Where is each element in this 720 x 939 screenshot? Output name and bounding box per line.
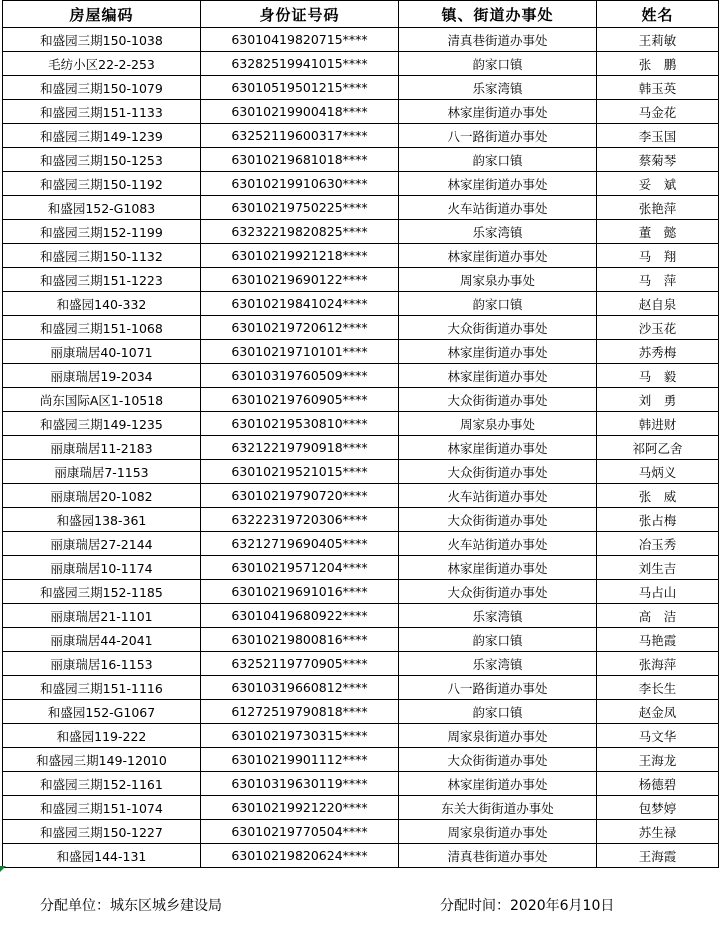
name-cell: 张占梅 bbox=[597, 508, 719, 532]
house-code-cell: 和盛园三期150-1192 bbox=[3, 172, 201, 196]
name-cell: 张海萍 bbox=[597, 652, 719, 676]
table-row bbox=[3, 196, 719, 220]
subdistrict-cell: 林家崖街道办事处 bbox=[399, 100, 597, 124]
id-number-cell: 63282519941015**** bbox=[201, 52, 399, 76]
house-code-cell: 丽康瑞居40-1071 bbox=[3, 340, 201, 364]
subdistrict-cell: 林家崖街道办事处 bbox=[399, 556, 597, 580]
table-row bbox=[3, 172, 719, 196]
subdistrict-cell: 火车站街道办事处 bbox=[399, 532, 597, 556]
id-number-cell: 63010319760509**** bbox=[201, 364, 399, 388]
house-code-cell: 丽康瑞居21-1101 bbox=[3, 604, 201, 628]
name-cell: 冶玉秀 bbox=[597, 532, 719, 556]
allocation-table-container bbox=[2, 0, 718, 868]
id-number-cell: 63010219750225**** bbox=[201, 196, 399, 220]
name-cell: 李长生 bbox=[597, 676, 719, 700]
subdistrict-cell: 林家崖街道办事处 bbox=[399, 772, 597, 796]
name-cell: 王海霞 bbox=[597, 844, 719, 868]
subdistrict-cell: 火车站街道办事处 bbox=[399, 484, 597, 508]
allocation-date: 分配时间：2020年6月10日 bbox=[440, 898, 615, 914]
name-cell: 马金花 bbox=[597, 100, 719, 124]
name-cell: 蔡菊琴 bbox=[597, 148, 719, 172]
id-number-cell: 63010219760905**** bbox=[201, 388, 399, 412]
id-number-cell: 63010219681018**** bbox=[201, 148, 399, 172]
house-code-cell: 和盛园三期150-1038 bbox=[3, 28, 201, 52]
name-cell: 董 懿 bbox=[597, 220, 719, 244]
table-row bbox=[3, 700, 719, 724]
subdistrict-cell: 乐家湾镇 bbox=[399, 604, 597, 628]
table-row bbox=[3, 100, 719, 124]
header-name: 姓名 bbox=[597, 1, 719, 28]
house-code-cell: 和盛园138-361 bbox=[3, 508, 201, 532]
house-code-cell: 丽康瑞居7-1153 bbox=[3, 460, 201, 484]
table-row bbox=[3, 724, 719, 748]
subdistrict-cell: 大众街街道办事处 bbox=[399, 460, 597, 484]
table-row bbox=[3, 148, 719, 172]
table-row bbox=[3, 484, 719, 508]
house-code-cell: 和盛园144-131 bbox=[3, 844, 201, 868]
house-code-cell: 和盛园三期151-1068 bbox=[3, 316, 201, 340]
name-cell: 李玉国 bbox=[597, 124, 719, 148]
house-code-cell: 丽康瑞居11-2183 bbox=[3, 436, 201, 460]
table-row bbox=[3, 556, 719, 580]
house-code-cell: 丽康瑞居19-2034 bbox=[3, 364, 201, 388]
id-number-cell: 63010219720612**** bbox=[201, 316, 399, 340]
subdistrict-cell: 乐家湾镇 bbox=[399, 220, 597, 244]
subdistrict-cell: 林家崖街道办事处 bbox=[399, 340, 597, 364]
name-cell: 韩进财 bbox=[597, 412, 719, 436]
house-code-cell: 和盛园140-332 bbox=[3, 292, 201, 316]
name-cell: 王海龙 bbox=[597, 748, 719, 772]
id-number-cell: 63010219691016**** bbox=[201, 580, 399, 604]
table-row bbox=[3, 292, 719, 316]
subdistrict-cell: 韵家口镇 bbox=[399, 52, 597, 76]
house-code-cell: 和盛园三期150-1227 bbox=[3, 820, 201, 844]
house-code-cell: 和盛园三期151-1133 bbox=[3, 100, 201, 124]
id-number-cell: 63212719690405**** bbox=[201, 532, 399, 556]
house-code-cell: 和盛园三期149-1235 bbox=[3, 412, 201, 436]
house-code-cell: 和盛园119-222 bbox=[3, 724, 201, 748]
id-number-cell: 63010219841024**** bbox=[201, 292, 399, 316]
name-cell: 赵自泉 bbox=[597, 292, 719, 316]
name-cell: 刘 勇 bbox=[597, 388, 719, 412]
house-code-cell: 和盛园三期150-1132 bbox=[3, 244, 201, 268]
id-number-cell: 63252119600317**** bbox=[201, 124, 399, 148]
table-body bbox=[3, 28, 719, 868]
id-number-cell: 63010219530810**** bbox=[201, 412, 399, 436]
header-id-number: 身份证号码 bbox=[201, 1, 399, 28]
table-row bbox=[3, 268, 719, 292]
id-number-cell: 63010219770504**** bbox=[201, 820, 399, 844]
table-row bbox=[3, 340, 719, 364]
id-number-cell: 63010219690122**** bbox=[201, 268, 399, 292]
subdistrict-cell: 韵家口镇 bbox=[399, 700, 597, 724]
house-code-cell: 丽康瑞居16-1153 bbox=[3, 652, 201, 676]
subdistrict-cell: 大众街街道办事处 bbox=[399, 316, 597, 340]
table-row bbox=[3, 820, 719, 844]
name-cell: 妥 斌 bbox=[597, 172, 719, 196]
subdistrict-cell: 林家崖街道办事处 bbox=[399, 244, 597, 268]
house-code-cell: 和盛园三期152-1185 bbox=[3, 580, 201, 604]
name-cell: 沙玉花 bbox=[597, 316, 719, 340]
subdistrict-cell: 韵家口镇 bbox=[399, 292, 597, 316]
house-code-cell: 和盛园三期152-1199 bbox=[3, 220, 201, 244]
name-cell: 马炳义 bbox=[597, 460, 719, 484]
name-cell: 赵金凤 bbox=[597, 700, 719, 724]
table-row bbox=[3, 748, 719, 772]
table-row bbox=[3, 844, 719, 868]
house-code-cell: 和盛园三期152-1161 bbox=[3, 772, 201, 796]
table-row bbox=[3, 628, 719, 652]
name-cell: 马文华 bbox=[597, 724, 719, 748]
table-row bbox=[3, 388, 719, 412]
id-number-cell: 63010419680922**** bbox=[201, 604, 399, 628]
subdistrict-cell: 乐家湾镇 bbox=[399, 652, 597, 676]
id-number-cell: 63252119770905**** bbox=[201, 652, 399, 676]
name-cell: 张艳萍 bbox=[597, 196, 719, 220]
name-cell: 张 鹏 bbox=[597, 52, 719, 76]
house-code-cell: 丽康瑞居44-2041 bbox=[3, 628, 201, 652]
cell-corner-marker bbox=[0, 866, 6, 872]
footer bbox=[0, 866, 720, 939]
id-number-cell: 63010219910630**** bbox=[201, 172, 399, 196]
id-number-cell: 63010219901112**** bbox=[201, 748, 399, 772]
subdistrict-cell: 周家泉办事处 bbox=[399, 268, 597, 292]
house-code-cell: 和盛园三期151-1116 bbox=[3, 676, 201, 700]
house-code-cell: 和盛园三期151-1223 bbox=[3, 268, 201, 292]
subdistrict-cell: 大众街街道办事处 bbox=[399, 388, 597, 412]
house-code-cell: 和盛园三期149-1239 bbox=[3, 124, 201, 148]
id-number-cell: 63010219900418**** bbox=[201, 100, 399, 124]
subdistrict-cell: 周家泉办事处 bbox=[399, 412, 597, 436]
house-code-cell: 和盛园三期150-1253 bbox=[3, 148, 201, 172]
id-number-cell: 63010419820715**** bbox=[201, 28, 399, 52]
table-row bbox=[3, 316, 719, 340]
table-row bbox=[3, 604, 719, 628]
table-row bbox=[3, 652, 719, 676]
subdistrict-cell: 火车站街道办事处 bbox=[399, 196, 597, 220]
header-subdistrict: 镇、街道办事处 bbox=[399, 1, 597, 28]
subdistrict-cell: 韵家口镇 bbox=[399, 148, 597, 172]
name-cell: 苏生禄 bbox=[597, 820, 719, 844]
id-number-cell: 61272519790818**** bbox=[201, 700, 399, 724]
table-row bbox=[3, 532, 719, 556]
table-row bbox=[3, 76, 719, 100]
table-row bbox=[3, 412, 719, 436]
header-house-code: 房屋编码 bbox=[3, 1, 201, 28]
subdistrict-cell: 林家崖街道办事处 bbox=[399, 436, 597, 460]
id-number-cell: 63010519501215**** bbox=[201, 76, 399, 100]
subdistrict-cell: 大众街街道办事处 bbox=[399, 748, 597, 772]
id-number-cell: 63232219820825**** bbox=[201, 220, 399, 244]
subdistrict-cell: 周家泉街道办事处 bbox=[399, 820, 597, 844]
table-row bbox=[3, 364, 719, 388]
subdistrict-cell: 林家崖街道办事处 bbox=[399, 364, 597, 388]
id-number-cell: 63010219800816**** bbox=[201, 628, 399, 652]
name-cell: 杨德碧 bbox=[597, 772, 719, 796]
house-code-cell: 和盛园三期150-1079 bbox=[3, 76, 201, 100]
name-cell: 韩玉英 bbox=[597, 76, 719, 100]
name-cell: 苏秀梅 bbox=[597, 340, 719, 364]
subdistrict-cell: 大众街街道办事处 bbox=[399, 580, 597, 604]
table-row bbox=[3, 220, 719, 244]
name-cell: 祁阿乙舍 bbox=[597, 436, 719, 460]
name-cell: 刘生吉 bbox=[597, 556, 719, 580]
id-number-cell: 63010219730315**** bbox=[201, 724, 399, 748]
name-cell: 马 萍 bbox=[597, 268, 719, 292]
id-number-cell: 63222319720306**** bbox=[201, 508, 399, 532]
name-cell: 高 洁 bbox=[597, 604, 719, 628]
subdistrict-cell: 韵家口镇 bbox=[399, 628, 597, 652]
house-code-cell: 丽康瑞居10-1174 bbox=[3, 556, 201, 580]
table-row bbox=[3, 28, 719, 52]
house-code-cell: 毛纺小区22-2-253 bbox=[3, 52, 201, 76]
table-row bbox=[3, 676, 719, 700]
id-number-cell: 63010319630119**** bbox=[201, 772, 399, 796]
subdistrict-cell: 八一路街道办事处 bbox=[399, 124, 597, 148]
id-number-cell: 63010219820624**** bbox=[201, 844, 399, 868]
id-number-cell: 63010219790720**** bbox=[201, 484, 399, 508]
name-cell: 马占山 bbox=[597, 580, 719, 604]
name-cell: 张 威 bbox=[597, 484, 719, 508]
table-header-row bbox=[3, 1, 719, 28]
table-row bbox=[3, 580, 719, 604]
id-number-cell: 63010219571204**** bbox=[201, 556, 399, 580]
allocation-table bbox=[2, 0, 719, 868]
subdistrict-cell: 周家泉街道办事处 bbox=[399, 724, 597, 748]
house-code-cell: 和盛园三期149-12010 bbox=[3, 748, 201, 772]
house-code-cell: 尚东国际A区1-10518 bbox=[3, 388, 201, 412]
allocation-unit: 分配单位：城东区城乡建设局 bbox=[40, 898, 222, 914]
table-row bbox=[3, 52, 719, 76]
subdistrict-cell: 八一路街道办事处 bbox=[399, 676, 597, 700]
subdistrict-cell: 清真巷街道办事处 bbox=[399, 844, 597, 868]
subdistrict-cell: 清真巷街道办事处 bbox=[399, 28, 597, 52]
house-code-cell: 丽康瑞居27-2144 bbox=[3, 532, 201, 556]
house-code-cell: 和盛园152-G1067 bbox=[3, 700, 201, 724]
table-row bbox=[3, 772, 719, 796]
table-row bbox=[3, 460, 719, 484]
id-number-cell: 63010219710101**** bbox=[201, 340, 399, 364]
id-number-cell: 63010319660812**** bbox=[201, 676, 399, 700]
table-row bbox=[3, 244, 719, 268]
house-code-cell: 和盛园152-G1083 bbox=[3, 196, 201, 220]
id-number-cell: 63212219790918**** bbox=[201, 436, 399, 460]
subdistrict-cell: 东关大街街道办事处 bbox=[399, 796, 597, 820]
subdistrict-cell: 林家崖街道办事处 bbox=[399, 172, 597, 196]
subdistrict-cell: 乐家湾镇 bbox=[399, 76, 597, 100]
name-cell: 马艳霞 bbox=[597, 628, 719, 652]
name-cell: 马 翔 bbox=[597, 244, 719, 268]
id-number-cell: 63010219921218**** bbox=[201, 244, 399, 268]
table-row bbox=[3, 124, 719, 148]
house-code-cell: 和盛园三期151-1074 bbox=[3, 796, 201, 820]
subdistrict-cell: 大众街街道办事处 bbox=[399, 508, 597, 532]
house-code-cell: 丽康瑞居20-1082 bbox=[3, 484, 201, 508]
name-cell: 马 毅 bbox=[597, 364, 719, 388]
table-row bbox=[3, 796, 719, 820]
name-cell: 王莉敏 bbox=[597, 28, 719, 52]
name-cell: 包梦婷 bbox=[597, 796, 719, 820]
id-number-cell: 63010219521015**** bbox=[201, 460, 399, 484]
id-number-cell: 63010219921220**** bbox=[201, 796, 399, 820]
table-row bbox=[3, 508, 719, 532]
table-row bbox=[3, 436, 719, 460]
